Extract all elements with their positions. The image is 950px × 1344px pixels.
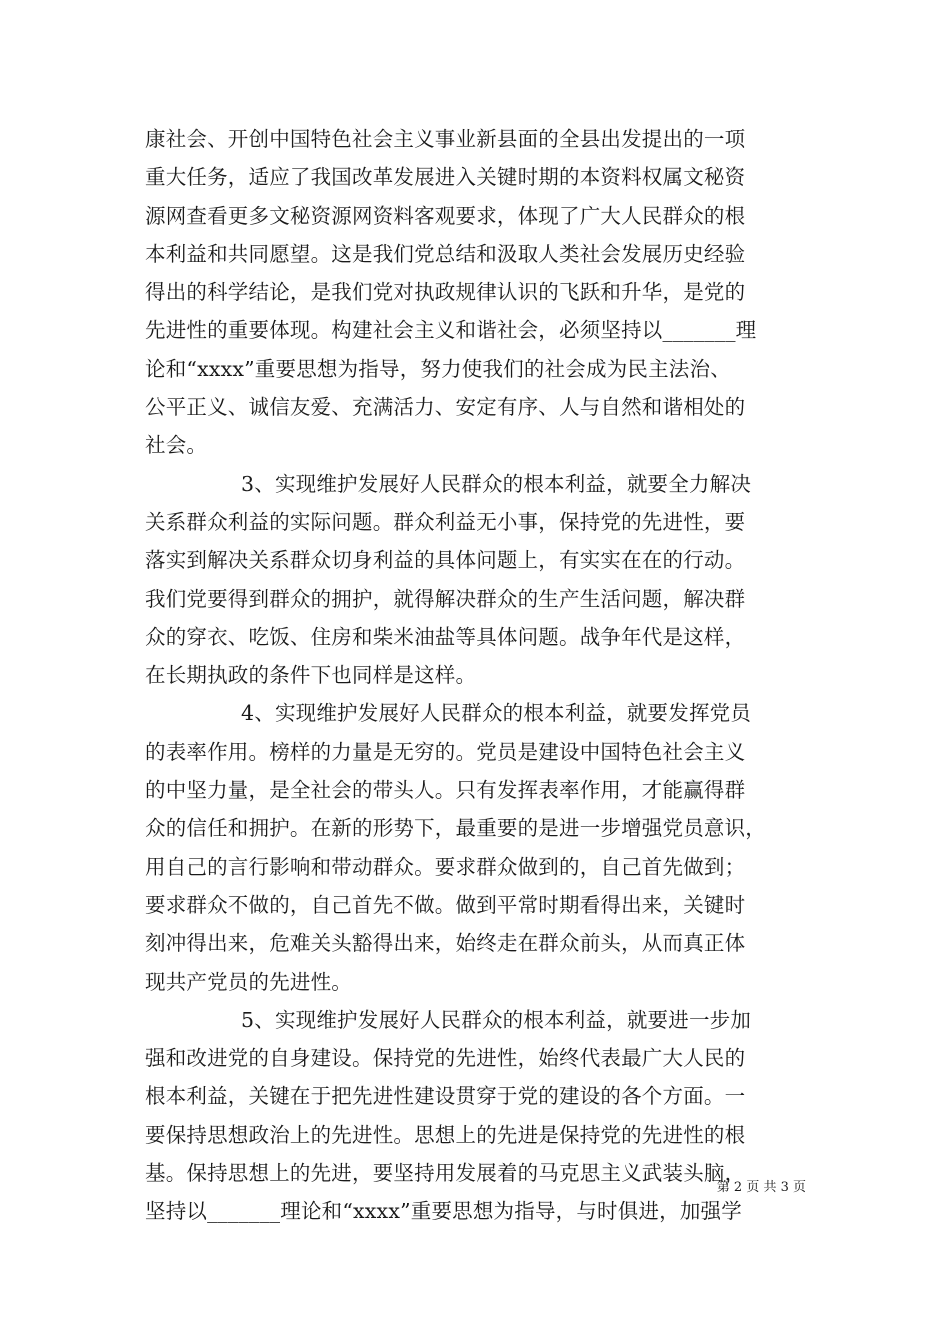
text-line: 本利益和共同愿望。这是我们党总结和汲取人类社会发展历史经验	[145, 241, 746, 266]
text-line: 坚持以_______理论和“xxxx”重要思想为指导，与时俱进，加强学	[145, 1199, 742, 1224]
text-line: 的表率作用。榜样的力量是无穷的。党员是建设中国特色社会主义	[145, 739, 746, 764]
text-line: 公平正义、诚信友爱、充满活力、安定有序、人与自然和谐相处的	[145, 395, 746, 420]
text-line: 要求群众不做的，自己首先不做。做到平常时期看得出来，关键时	[145, 892, 746, 917]
text-line: 要保持思想政治上的先进性。思想上的先进是保持党的先进性的根	[145, 1122, 746, 1147]
text-line: 众的信任和拥护。在新的形势下，最重要的是进一步增强党员意识，	[145, 816, 766, 841]
text-line: 3、实现维护发展好人民群众的根本利益，就要全力解决	[241, 471, 752, 496]
text-line: 得出的科学结论，是我们党对执政规律认识的飞跃和升华，是党的	[145, 280, 746, 305]
text-line: 现共产党员的先进性。	[145, 969, 352, 994]
body-text	[145, 120, 815, 1231]
text-line: 基。保持思想上的先进，要坚持用发展着的马克思主义武装头脑，	[145, 1161, 746, 1186]
text-line: 刻冲得出来，危难关头豁得出来，始终走在群众前头，从而真正体	[145, 931, 746, 956]
text-line: 康社会、开创中国特色社会主义事业新县面的全县出发提出的一项	[145, 127, 746, 151]
text-line: 强和改进党的自身建设。保持党的先进性，始终代表最广大人民的	[145, 1046, 746, 1071]
text-line: 众的穿衣、吃饭、住房和柴米油盐等具体问题。战争年代是这样，	[145, 624, 746, 649]
text-line: 的中坚力量，是全社会的带头人。只有发挥表率作用，才能赢得群	[145, 778, 746, 803]
text-line: 用自己的言行影响和带动群众。要求群众做到的，自己首先做到；	[145, 854, 746, 879]
text-line: 根本利益，关键在于把先进性建设贯穿于党的建设的各个方面。一	[145, 1084, 746, 1109]
text-line: 重大任务，适应了我国改革发展进入关键时期的本资料权属文秘资	[145, 165, 746, 190]
text-line: 先进性的重要体现。构建社会主义和谐社会，必须坚持以_______理	[145, 318, 757, 343]
text-line: 4、实现维护发展好人民群众的根本利益，就要发挥党员	[241, 701, 752, 726]
text-line: 源网查看更多文秘资源网资料客观要求，体现了广大人民群众的根	[145, 203, 746, 228]
text-line: 落实到解决关系群众切身利益的具体问题上，有实实在在的行动。	[145, 548, 746, 573]
text-line: 5、实现维护发展好人民群众的根本利益，就要进一步加	[241, 1007, 752, 1032]
text-line: 在长期执政的条件下也同样是这样。	[145, 663, 477, 688]
text-line: 关系群众利益的实际问题。群众利益无小事，保持党的先进性，要	[145, 509, 746, 534]
text-line: 论和“xxxx”重要思想为指导，努力使我们的社会成为民主法治、	[145, 356, 731, 381]
page-footer: 第 2 页 共 3 页	[716, 1180, 806, 1195]
text-line: 社会。	[145, 433, 208, 458]
text-line: 我们党要得到群众的拥护，就得解决群众的生产生活问题，解决群	[145, 586, 746, 611]
